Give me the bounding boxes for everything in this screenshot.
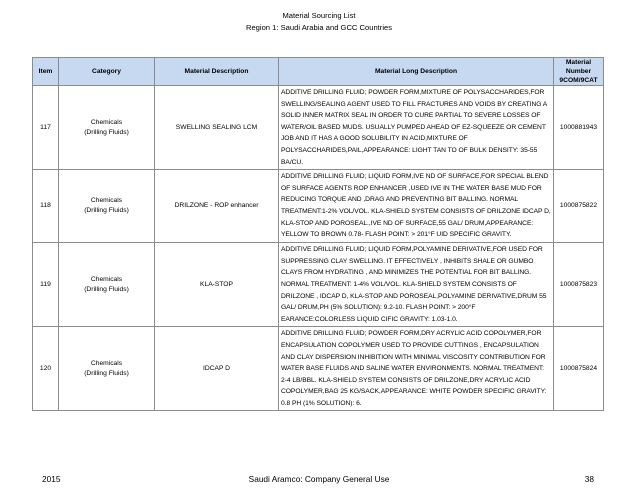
footer-year: 2015 — [42, 474, 61, 484]
category-line: Chemicals — [90, 197, 123, 205]
material-description-cell: SWELLING SEALING LCM — [155, 86, 279, 170]
material-number-cell: 1000875822 — [554, 170, 604, 243]
material-long-description-cell: ADDITIVE DRILLING FLUID; LIQUID FORM,IVE ND OF SURFACE,FOR SPECIAL BLEND OF SURFACE AGENTS ROP ENHANCER ,USED IVE IN THE WATER BASE MUD FOR REDUCING TORQUE AND ,DRAG AND PREVENTING BIT BALLING. NORMAL TREATMENT:1-2% VOL/VOL. KLA-SHIELD SYSTEM CONSISTS OF DRILZONE IDCAP D, KLA-STOP AND POROSEAL.,IVE ND OF SURFACE,55 GAL/ DRUM,APPEARANCE: YELLOW TO BROWN 0.78- FLASH POINT: > 201°F UID SPECIFIC GRAVITY. — [279, 170, 554, 243]
page-number: 38 — [584, 474, 594, 484]
document-subtitle: Region 1: Saudi Arabia and GCC Countries — [245, 23, 393, 32]
material-number-cell: 1000875824 — [554, 327, 604, 411]
material-number-cell: 1000881943 — [554, 86, 604, 170]
material-description-cell: IDCAP D — [155, 327, 279, 411]
material-number-cell: 1000875823 — [554, 243, 604, 327]
column-header-category: Category — [59, 58, 155, 86]
material-long-description-cell: ADDITIVE DRILLING FLUID; POWDER FORM,DRY ACRYLIC ACID COPOLYMER,FOR ENCAPSULATION COPOLYMER USED TO PROVIDE CUTTINGS , ENCAPSULATION AND CLAY DISPERSION INHIBITION WITH MINIMAL VISCOSITY CONTRIBUTION FOR WATER BASE FLUIDS AND SALINE WATER ENVIRONMENTS. NORMAL TREATMENT: 2-4 LB/BBL. KLA-SHIELD SYSTEM CONSISTS OF DRILZONE,DRY ACRYLIC ACID COPOLYMER,BAG 25 KG/SACK,APPEARANCE: WHITE POWDER SPECIFIC GRAVITY: 0.8 PH (1% SOLUTION): 6. — [279, 327, 554, 411]
table-row — [33, 243, 604, 327]
table-row — [33, 170, 604, 243]
category-cell — [59, 243, 155, 327]
item-cell: 119 — [33, 243, 59, 327]
column-header-material-long-description: Material Long Description — [279, 58, 554, 86]
item-cell: 117 — [33, 86, 59, 170]
document-title: Material Sourcing List — [282, 11, 356, 20]
category-cell — [59, 170, 155, 243]
category-line: Chemicals — [90, 275, 123, 283]
category-subline: (Drilling Fluids) — [84, 285, 129, 293]
material-sourcing-table — [32, 57, 604, 411]
category-cell — [59, 327, 155, 411]
table-header-row — [33, 58, 604, 86]
column-header-material-description: Material Description — [155, 58, 279, 86]
column-header-material-number: Material Number 9COM/9CAT — [554, 58, 604, 86]
category-line: Chemicals — [90, 359, 123, 367]
footer-classification: Saudi Aramco: Company General Use — [248, 474, 390, 484]
material-long-description-cell: ADDITIVE DRILLING FLUID; LIQUID FORM,POLYAMINE DERIVATIVE,FOR USED FOR SUPPRESSING CLAY SWELLING. IT EFFECTIVELY , INHIBITS SHALE OR GUMBO CLAYS FROM HYDRATING , AND MINIMIZES THE POTENTIAL FOR BIT BALLING. NORMAL TREATMENT: 1-4% VOL/VOL. KLA-SHIELD SYSTEM CONSISTS OF DRILZONE , IDCAP D, KLA-STOP AND POROSEAL,POLYAMINE DERIVATIVE,DRUM 55 GAL/ DRUM,PH (5% SOLUTION): 9.2-10. FLASH POINT: > 200°F EARANCE:COLORLESS LIQUID CIFIC GRAVITY: 1.03-1.0. — [279, 243, 554, 327]
category-subline: (Drilling Fluids) — [84, 128, 129, 136]
category-cell — [59, 86, 155, 170]
item-cell: 120 — [33, 327, 59, 411]
item-cell: 118 — [33, 170, 59, 243]
material-long-description-cell: ADDITIVE DRILLING FLUID; POWDER FORM,MIXTURE OF POLYSACCHARIDES,FOR SWELLING/SEALING AGENT USED TO FILL FRACTURES AND VOIDS BY CREATING A SOLID INNER MATRIX SEAL IN ORDER TO CURE PARTIAL TO SEVERE LOSSES OF WATER/OIL BASED MUDS. USUALLY PUMPED AHEAD OF EZ-SQUEEZE OR CEMENT JOB AND IT HAS A GOOD SOLUBILITY IN ACID,MIXTURE OF POLYSACCHARIDES,PAIL,APPEARANCE: LIGHT TAN TO OF BULK DENSITY: 35-55 BA/CU. — [279, 86, 554, 170]
material-description-cell: DRILZONE - ROP enhancer — [155, 170, 279, 243]
page-footer — [0, 474, 638, 486]
category-line: Chemicals — [90, 118, 123, 126]
material-description-cell: KLA-STOP — [155, 243, 279, 327]
table-row — [33, 327, 604, 411]
table-row — [33, 86, 604, 170]
category-subline: (Drilling Fluids) — [84, 369, 129, 377]
category-subline: (Drilling Fluids) — [84, 207, 129, 215]
document-header — [0, 10, 638, 34]
column-header-item: Item — [33, 58, 59, 86]
